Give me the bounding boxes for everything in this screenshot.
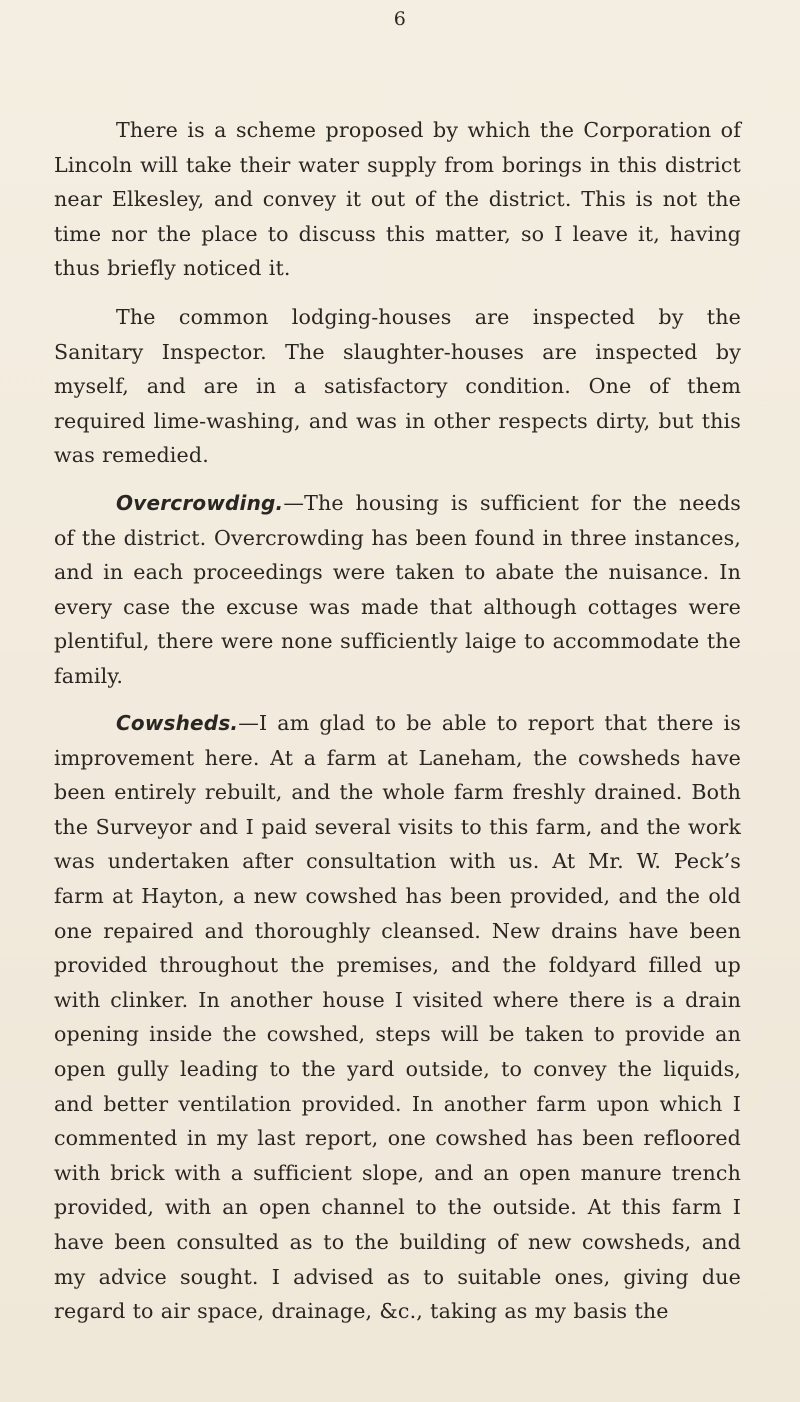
page-number: 6 <box>393 8 407 30</box>
paragraph-cowsheds <box>54 706 741 1329</box>
paragraph-text: —I am glad to be able to report that there is improvement here. At a farm at Laneham, the cowsheds have been entirely rebuilt, and the whole farm freshly drained. Both the Surveyor and I paid several visits to this farm, and the work was undertaken after consultation with us. At Mr. W. Peck’s farm at Hayton, a new cowshed has been provided, and the old one repaired and thoroughly cleansed. New drains have been provided throughout the premises, and the foldyard filled up with clinker. In another house I visited where there is a drain opening inside the cowshed, steps will be taken to provide an open gully leading to the yard outside, to convey the liquids, and better ventilation provided. In another farm upon which I commented in my last report, one cowshed has been refloored with brick with a sufficient slope, and an open manure trench provided, with an open channel to the outside. At this farm I have been consulted as to the building of new cowsheds, and my advice sought. I advised as to suitable ones, giving due regard to air space, drainage, &c., taking as my basis the <box>54 711 741 1324</box>
paragraph-text: The common lodging-houses are inspected by the Sanitary Inspector. The slaughter-houses are inspected by myself, and are in a satisfactory condition. One of them required lime-washing, and was in other respects dirty, but this was remedied. <box>54 305 741 468</box>
section-heading-overcrowding: Overcrowding. <box>116 491 284 515</box>
paragraph-water-supply <box>54 113 741 286</box>
paragraph-text: —The housing is sufficient for the needs of the district. Overcrowding has been found in three instances, and in each proceedings were taken to abate the nuisance. In every case the excuse was made that although cottages were plentiful, there were none sufficiently laige to accommodate the family. <box>54 491 741 688</box>
paragraph-overcrowding <box>54 486 741 694</box>
paragraph-lodging-houses <box>54 300 741 473</box>
section-heading-cowsheds: Cowsheds. <box>116 711 239 735</box>
paragraph-text: There is a scheme proposed by which the Corporation of Lincoln will take their water supply from borings in this district near Elkesley, and convey it out of the district. This is not the time nor the place to discuss this matter, so I leave it, having thus briefly noticed it. <box>54 118 741 281</box>
paragraph-body <box>54 486 741 694</box>
paragraph-body <box>54 706 741 1329</box>
